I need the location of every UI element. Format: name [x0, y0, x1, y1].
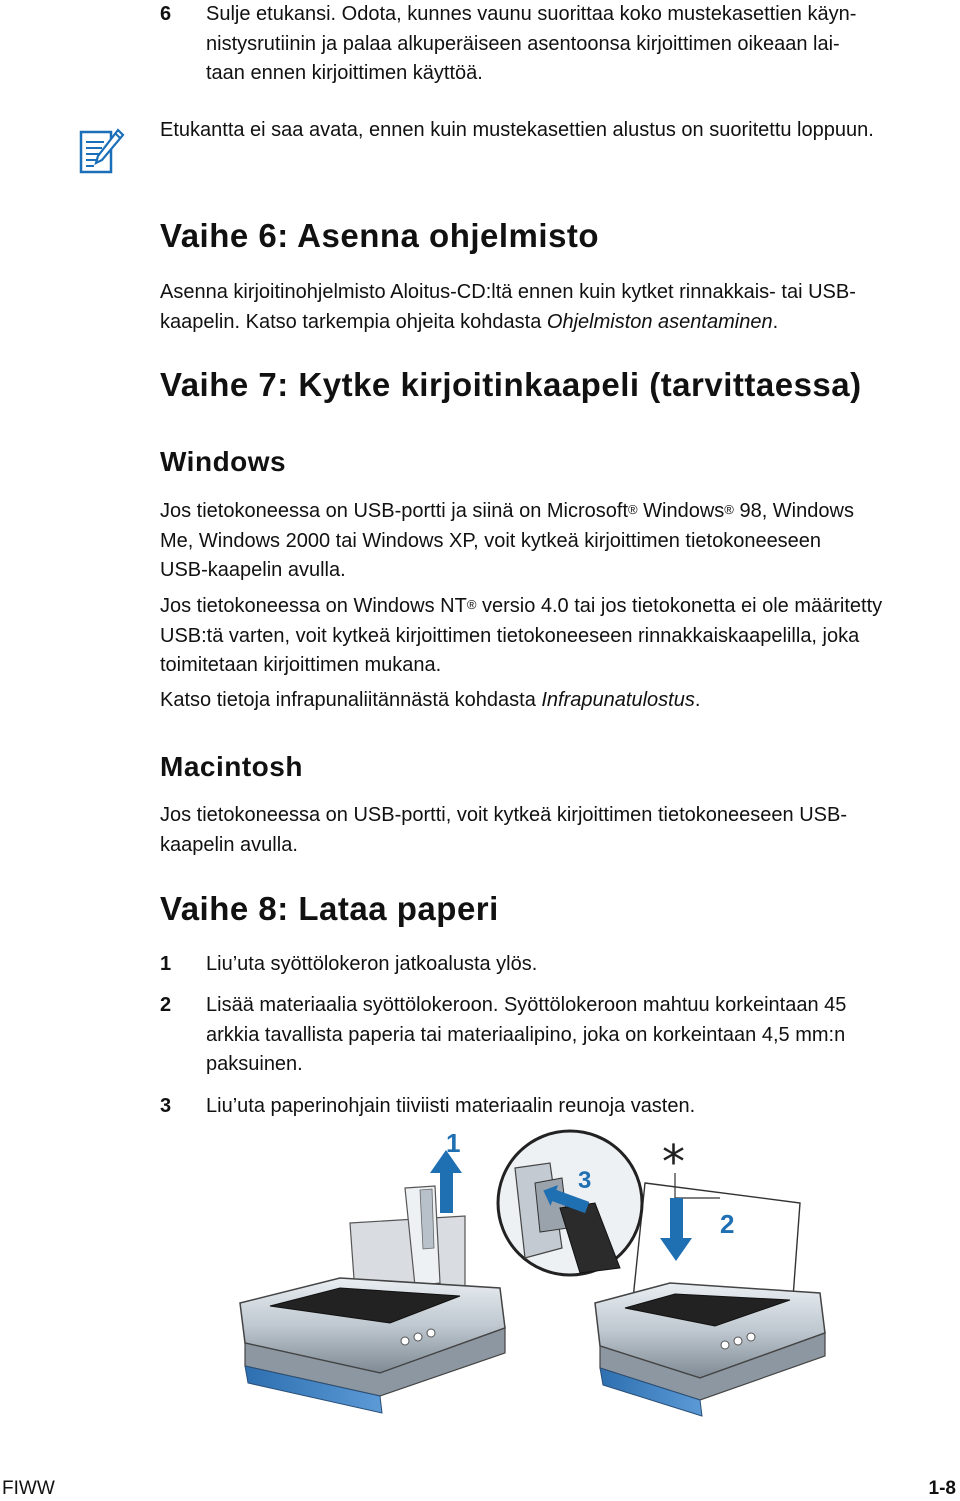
windows-paragraph — [160, 495, 955, 586]
paragraph-line: USB:tä varten, voit kytkeä kirjoittimen tietokoneeseen rinnakkaiskaapelilla, joka — [160, 624, 860, 647]
step-line: nistysrutiinin ja palaa alkuperäiseen asentoonsa kirjoittimen oikeaan lai- — [206, 32, 840, 55]
windows-paragraph — [160, 686, 700, 716]
left-printer — [240, 1186, 505, 1413]
paragraph-line: Jos tietokoneessa on USB-portti, voit kytkeä kirjoittimen tietokoneeseen USB- — [160, 804, 847, 826]
registered-mark: ® — [466, 597, 477, 612]
subsection-heading: Windows — [160, 446, 287, 477]
step-number: 2 — [160, 994, 172, 1016]
registered-mark: ® — [724, 502, 734, 517]
step-number: 3 — [160, 1095, 172, 1117]
paragraph-line: Me, Windows 2000 tai Windows XP, voit kytkeä kirjoittimen tietokoneeseen — [160, 529, 822, 552]
step-text: Liu’uta paperinohjain tiiviisti materiaalin reunoja vasten. — [206, 1095, 696, 1117]
text-run: . — [694, 689, 701, 711]
paragraph-line: Asenna kirjoitinohjelmisto Aloitus-CD:ltä ennen kuin kytket rinnakkais- tai USB- — [160, 281, 856, 303]
text-run: Katso tietoja infrapunaliitännästä kohdasta — [160, 689, 542, 711]
reference-link: Infrapunatulostus — [541, 689, 695, 711]
mac-paragraph — [160, 801, 950, 860]
callout-2: 2 — [720, 1209, 735, 1239]
step-text: Liu’uta syöttölokeron jatkoalusta ylös. — [206, 953, 538, 975]
printer-illustration — [200, 1128, 850, 1418]
text-run: 98, Windows — [733, 500, 854, 522]
text-run: kaapelin. Katso tarkempia ohjeita kohdasta — [160, 310, 547, 333]
callout-asterisk: * — [662, 1135, 685, 1189]
section-heading: Vaihe 8: Lataa paperi — [160, 890, 499, 927]
paragraph-line — [160, 495, 955, 527]
step-text — [206, 991, 946, 1080]
step-line: Lisää materiaalia syöttölokeroon. Syöttölokeroon mahtuu korkeintaan 45 — [206, 994, 847, 1016]
step-line: Sulje etukansi. Odota, kunnes vaunu suorittaa koko mustekasettien käyn- — [206, 3, 857, 25]
reference-link: Ohjelmiston asentaminen — [546, 310, 773, 333]
note-pencil-icon — [78, 124, 126, 176]
callout-3: 3 — [578, 1167, 592, 1194]
paragraph-line: toimitetaan kirjoittimen mukana. — [160, 654, 442, 676]
section-paragraph — [160, 278, 950, 337]
paragraph-line — [160, 590, 955, 622]
section-heading: Vaihe 6: Asenna ohjelmisto — [160, 217, 600, 254]
step-number: 6 — [160, 3, 172, 25]
footer-left: FIWW — [2, 1478, 55, 1499]
subsection-heading: Macintosh — [160, 751, 303, 782]
paragraph-line: USB-kaapelin avulla. — [160, 559, 346, 581]
step-text — [206, 0, 946, 89]
step-line: paksuinen. — [206, 1053, 303, 1075]
note-text: Etukantta ei saa avata, ennen kuin mustekasettien alustus on suoritettu loppuun. — [160, 119, 874, 141]
text-run: Jos tietokoneessa on Windows NT — [160, 595, 467, 617]
step-number: 1 — [160, 953, 172, 975]
step-line: taan ennen kirjoittimen käyttöä. — [206, 62, 483, 84]
magnified-inset — [498, 1131, 642, 1275]
step-line: arkkia tavallista paperia tai materiaalipino, joka on korkeintaan 4,5 mm:n — [206, 1023, 846, 1046]
text-run: Jos tietokoneessa on USB-portti ja siinä on Microsoft — [160, 500, 628, 522]
registered-mark: ® — [628, 502, 638, 517]
paragraph-line: kaapelin avulla. — [160, 833, 298, 856]
text-run: versio 4.0 tai jos tietokonetta ei ole määritetty — [476, 595, 883, 617]
callout-1: 1 — [446, 1128, 461, 1158]
paragraph-line — [160, 308, 950, 338]
text-run: Windows — [637, 500, 725, 522]
text-run: . — [772, 310, 779, 333]
page-number: 1-8 — [928, 1478, 956, 1499]
windows-paragraph — [160, 590, 955, 681]
section-heading: Vaihe 7: Kytke kirjoitinkaapeli (tarvittaessa) — [160, 366, 862, 403]
